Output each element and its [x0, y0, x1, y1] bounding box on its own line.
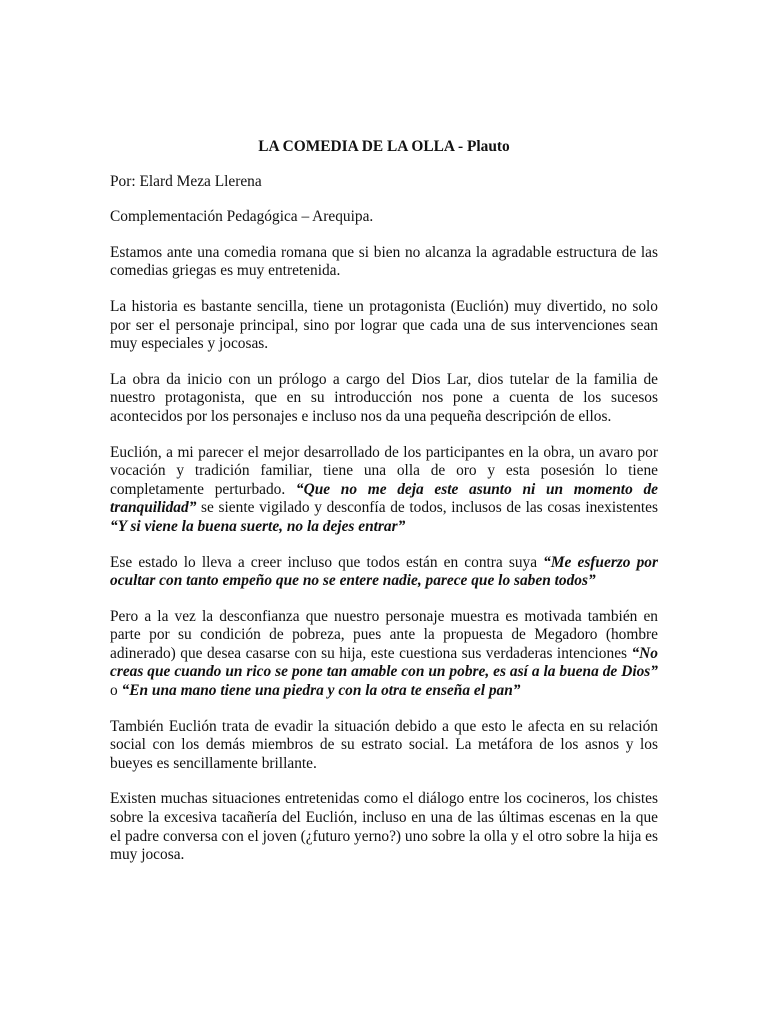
paragraph-distrust	[110, 608, 658, 701]
document-title	[110, 138, 658, 157]
byline: Por: Elard Meza Llerena	[110, 172, 262, 190]
title-text: LA COMEDIA DE LA OLLA	[258, 138, 455, 155]
paragraph-situations: Existen muchas situaciones entretenidas como el diálogo entre los cocineros, los chistes sobre la excesiva tacañería del Euclión, incluso en una de las últimas escenas en la que el padre conversa con el joven (¿futuro yerno?) uno sobre la olla y el otro sobre la hija es muy jocosa.	[110, 790, 658, 864]
quote: “Y si viene la buena suerte, no la dejes entrar”	[110, 517, 406, 535]
paragraph-prologue: La obra da inicio con un prólogo a cargo del Dios Lar, dios tutelar de la familia de nuestro protagonista, que en su introducción nos pone a cuenta de los sucesos acontecidos por los personajes e incluso nos da una pequeña descripción de ellos.	[110, 370, 658, 425]
text-run: Ese estado lo lleva a creer incluso que todos están en contra suya	[110, 553, 544, 571]
paragraph-euclion	[110, 444, 658, 537]
text-run: Euclión, a mi parecer el mejor desarrollado de los participantes en la obra, un avaro por vocación y tradición familiar, tiene una olla de oro y esta posesión lo tiene completamente perturbado.	[110, 443, 658, 498]
text-run: se siente vigilado y desconfía de todos, inclusos de las cosas inexistentes	[196, 499, 658, 517]
text-run: o	[110, 682, 122, 700]
affiliation: Complementación Pedagógica – Arequipa.	[110, 208, 374, 226]
quote: “No creas que cuando un rico se pone tan amable con un pobre, es así a la buena de Dios”	[110, 644, 658, 681]
paragraph-state	[110, 554, 658, 591]
title-separator: -	[454, 138, 467, 155]
text-run: Pero a la vez la desconfianza que nuestro personaje muestra es motivada también en parte por su condición de pobreza, pues ante la propuesta de Megadoro (hombre adinerado) que desea casarse con su hija, este cuestiona sus verdaderas intenciones	[110, 607, 658, 662]
quote: “Me esfuerzo por ocultar con tanto empeño que no se entere nadie, parece que lo saben todos”	[110, 553, 658, 590]
document-page	[110, 128, 658, 882]
paragraph-story: La historia es bastante sencilla, tiene un protagonista (Euclión) muy divertido, no solo por ser el personaje principal, sino por lograr que cada una de sus intervenciones sean muy especiales y jocosas.	[110, 297, 658, 353]
paragraph-social: También Euclión trata de evadir la situación debido a que esto le afecta en su relación social con los demás miembros de su estrato social. La metáfora de los asnos y los bueyes es sencillamente brillante.	[110, 717, 658, 772]
quote: “Que no me deja este asunto ni un momento de tranquilidad”	[110, 480, 658, 517]
title-author: Plauto	[466, 138, 510, 155]
quote: “En una mano tiene una piedra y con la otra te enseña el pan”	[121, 682, 521, 700]
paragraph-intro: Estamos ante una comedia romana que si bien no alcanza la agradable estructura de las comedias griegas es muy entretenida.	[110, 243, 658, 280]
